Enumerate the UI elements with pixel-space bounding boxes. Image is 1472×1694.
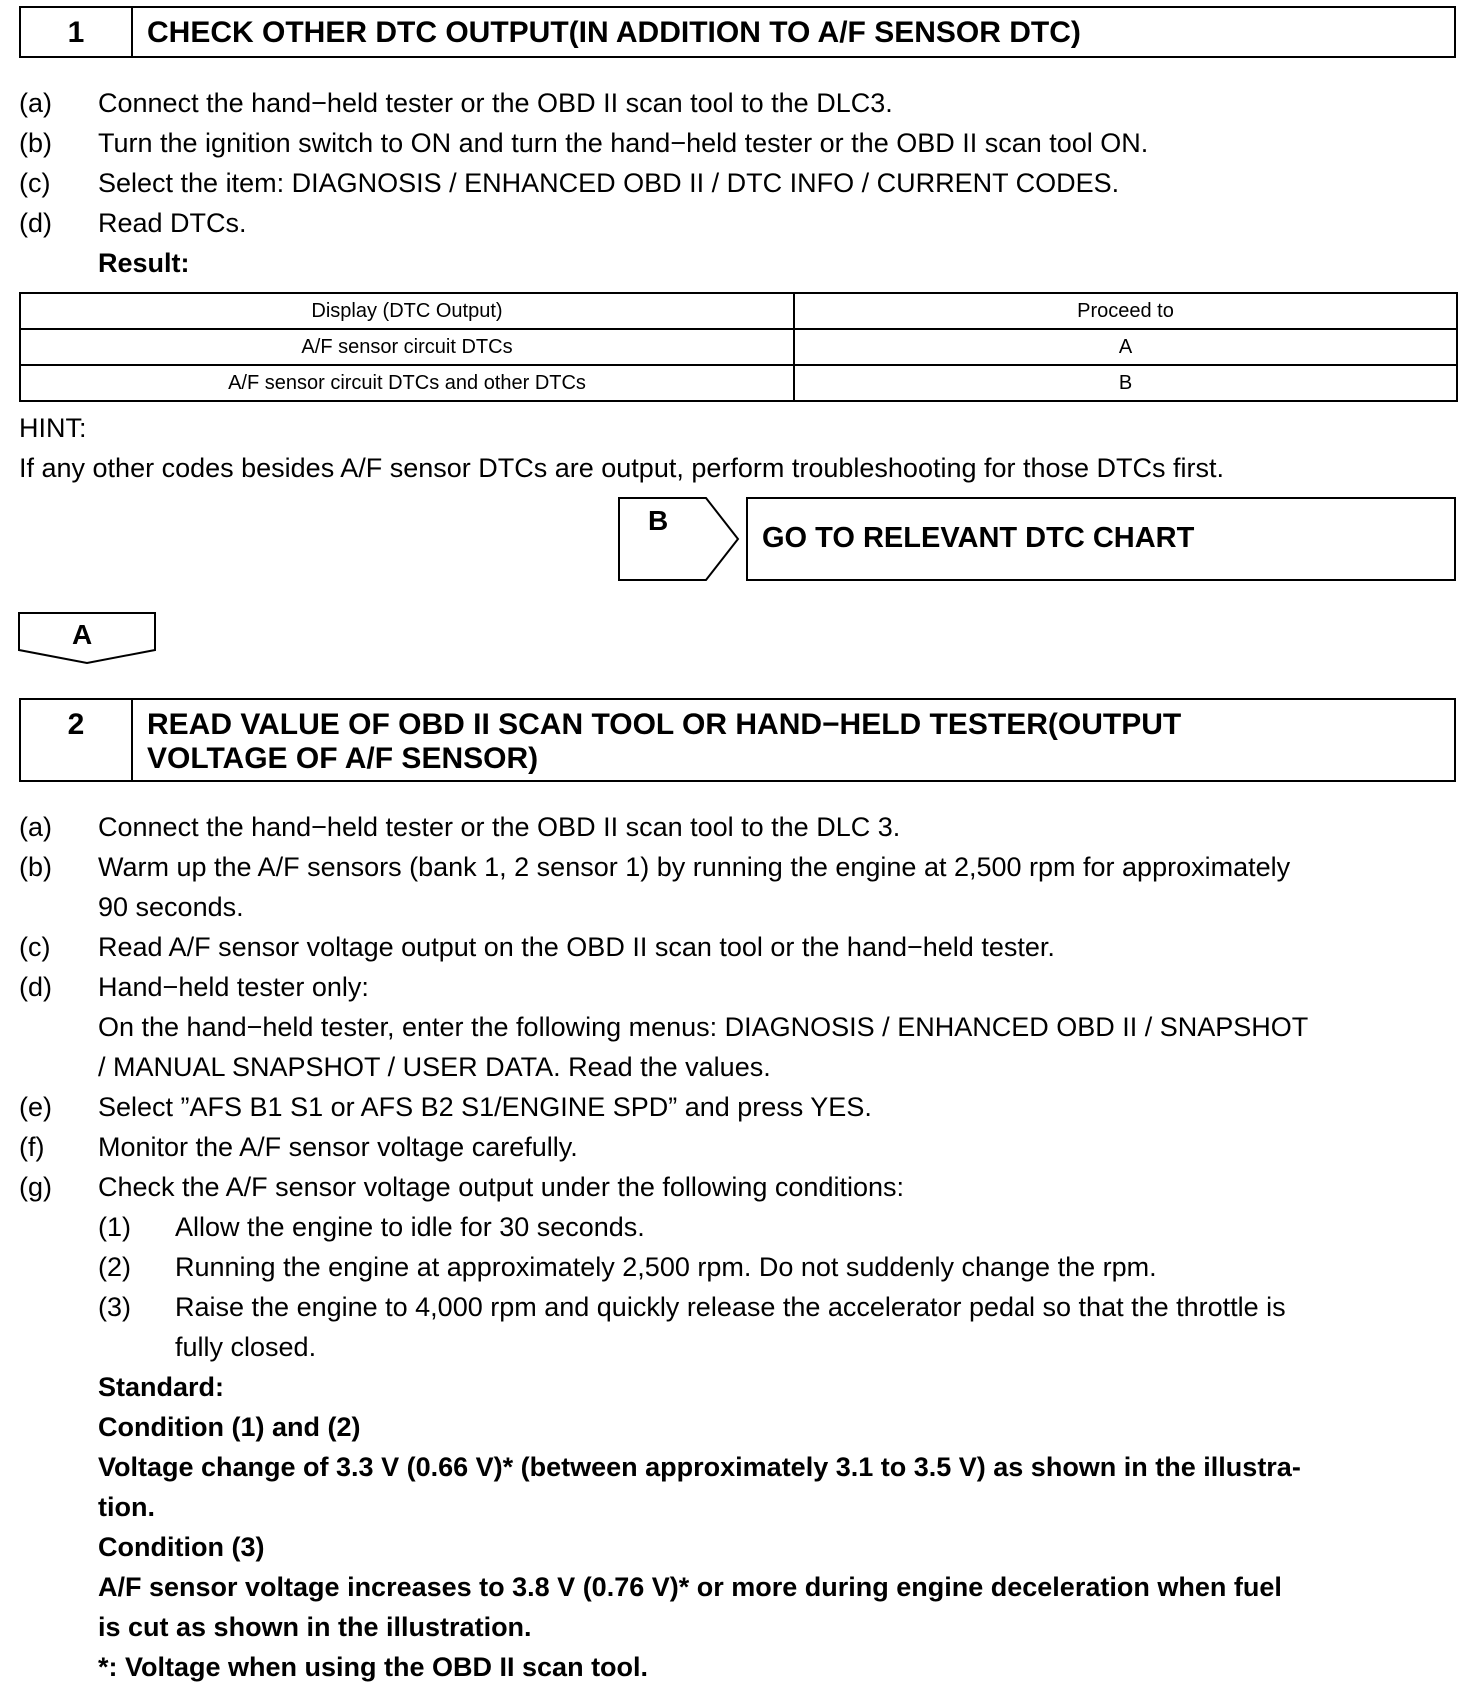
step-2-item-text: / MANUAL SNAPSHOT / USER DATA. Read the values.	[98, 1052, 771, 1082]
branch-b-arrow-icon	[618, 497, 740, 581]
step-2-title	[133, 700, 1454, 780]
hint-text: If any other codes besides A/F sensor DTCs are output, perform troubleshooting for those DTCs first.	[19, 453, 1225, 483]
step-1-item-text: Connect the hand−held tester or the OBD II scan tool to the DLC3.	[98, 88, 893, 118]
branch-b-letter: B	[648, 505, 669, 536]
step-1-item-text: Turn the ignition switch to ON and turn the hand−held tester or the OBD II scan tool ON.	[98, 128, 1149, 158]
step-2-item-label: (g)	[19, 1172, 52, 1202]
step-1-item-text: Read DTCs.	[98, 208, 247, 238]
step-2-item-text: On the hand−held tester, enter the following menus: DIAGNOSIS / ENHANCED OBD II / SNAPSHOT	[98, 1012, 1309, 1042]
go-to-relevant-dtc-chart: GO TO RELEVANT DTC CHART	[746, 497, 1456, 581]
step-2-item-text: Hand−held tester only:	[98, 972, 369, 1002]
step-2-item-text: Connect the hand−held tester or the OBD II scan tool to the DLC 3.	[98, 812, 901, 842]
hint-label: HINT:	[19, 413, 87, 443]
step-2-item-label: (a)	[19, 812, 52, 842]
step-2-item-text: Read A/F sensor voltage output on the OBD II scan tool or the hand−held tester.	[98, 932, 1055, 962]
step-2-item-text: 90 seconds.	[98, 892, 244, 922]
step-2-subitem-label: (1)	[98, 1212, 131, 1242]
standard-line: is cut as shown in the illustration.	[98, 1612, 532, 1642]
step-2-subitem-text: Running the engine at approximately 2,500 rpm. Do not suddenly change the rpm.	[175, 1252, 1157, 1282]
step-2-subitem-label: (3)	[98, 1292, 131, 1322]
standard-line: A/F sensor voltage increases to 3.8 V (0.76 V)* or more during engine deceleration when fuel	[98, 1572, 1282, 1602]
table-cell: A/F sensor circuit DTCs and other DTCs	[20, 365, 794, 401]
result-table	[19, 292, 1458, 402]
standard-line: tion.	[98, 1492, 155, 1522]
step-1-header	[19, 6, 1456, 58]
step-2-item-label: (f)	[19, 1132, 45, 1162]
table-cell: A	[794, 329, 1457, 365]
step-2-item-text: Warm up the A/F sensors (bank 1, 2 sensor 1) by running the engine at 2,500 rpm for approximately	[98, 852, 1291, 882]
table-row	[20, 365, 1457, 401]
step-2-item-text: Select ”AFS B1 S1 or AFS B2 S1/ENGINE SPD” and press YES.	[98, 1092, 872, 1122]
step-2-header	[19, 698, 1456, 782]
column-header: Display (DTC Output)	[20, 293, 794, 329]
table-row	[20, 329, 1457, 365]
column-header: Proceed to	[794, 293, 1457, 329]
step-2-item-label: (b)	[19, 852, 52, 882]
step-1-item-label: (a)	[19, 88, 52, 118]
step-1-number: 1	[21, 8, 133, 56]
branch-a-letter: A	[72, 619, 93, 650]
step-2-subitem-text: Allow the engine to idle for 30 seconds.	[175, 1212, 645, 1242]
result-label: Result:	[98, 248, 190, 278]
table-header-row	[20, 293, 1457, 329]
step-2-subitem-text: Raise the engine to 4,000 rpm and quickly release the accelerator pedal so that the throttle is	[175, 1292, 1286, 1322]
step-1-item-label: (b)	[19, 128, 52, 158]
step-1-title: CHECK OTHER DTC OUTPUT(IN ADDITION TO A/F SENSOR DTC)	[147, 16, 1081, 49]
standard-line: Condition (3)	[98, 1532, 265, 1562]
standard-label: Standard:	[98, 1372, 225, 1402]
step-1-item-label: (d)	[19, 208, 52, 238]
step-2-title-line: VOLTAGE OF A/F SENSOR)	[147, 742, 539, 775]
standard-footnote: *: Voltage when using the OBD II scan tool.	[98, 1652, 649, 1682]
table-cell: A/F sensor circuit DTCs	[20, 329, 794, 365]
step-1-item-label: (c)	[19, 168, 51, 198]
step-2-title-line: READ VALUE OF OBD II SCAN TOOL OR HAND−HELD TESTER(OUTPUT	[147, 708, 1182, 741]
step-2-item-text: Check the A/F sensor voltage output under the following conditions:	[98, 1172, 904, 1202]
standard-line: Voltage change of 3.3 V (0.66 V)* (between approximately 3.1 to 3.5 V) as shown in the illustra-	[98, 1452, 1301, 1482]
standard-line: Condition (1) and (2)	[98, 1412, 361, 1442]
step-2-subitem-label: (2)	[98, 1252, 131, 1282]
step-2-item-text: Monitor the A/F sensor voltage carefully.	[98, 1132, 578, 1162]
step-2-subitem-text: fully closed.	[175, 1332, 317, 1362]
step-2-item-label: (d)	[19, 972, 52, 1002]
table-cell: B	[794, 365, 1457, 401]
step-2-item-label: (e)	[19, 1092, 52, 1122]
step-2-item-label: (c)	[19, 932, 51, 962]
step-1-item-text: Select the item: DIAGNOSIS / ENHANCED OBD II / DTC INFO / CURRENT CODES.	[98, 168, 1120, 198]
step-2-number: 2	[21, 700, 133, 780]
